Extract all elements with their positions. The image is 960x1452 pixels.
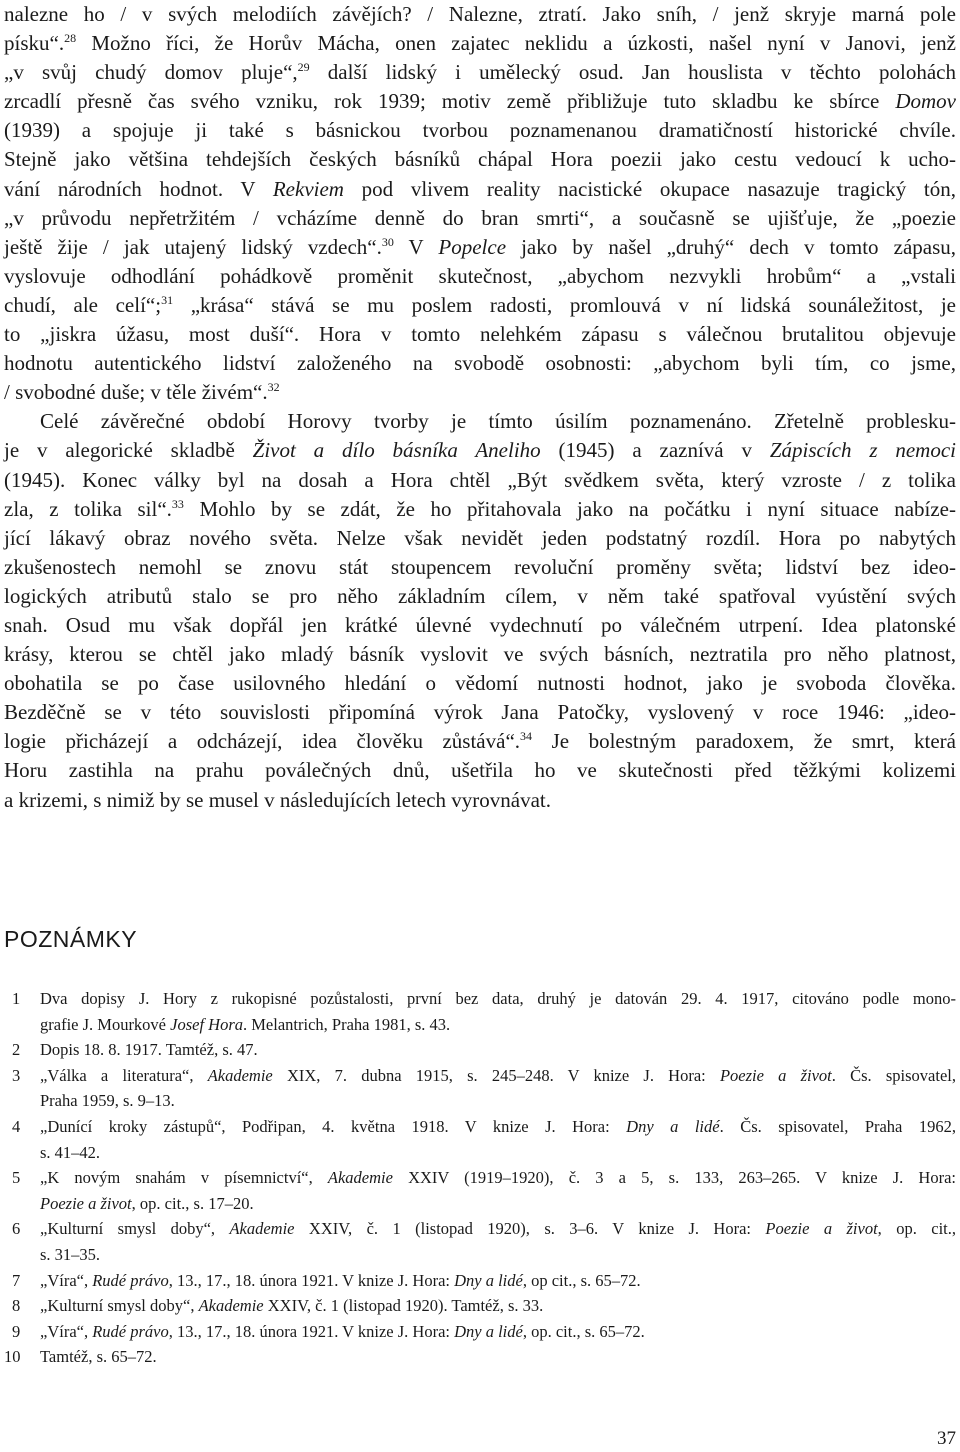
italic-title: Poezie a život bbox=[719, 1065, 832, 1085]
text-run: V bbox=[393, 234, 439, 259]
footnote bbox=[4, 986, 956, 1037]
text-run: ještě žije / jak utajený lidský vzdech“. bbox=[4, 234, 382, 259]
text-run: zrcadlí přesně čas svého vzniku, rok 1939; motiv země přibližuje tuto skladbu ke sbírce bbox=[4, 89, 896, 114]
text-line bbox=[4, 756, 956, 785]
text-line bbox=[4, 262, 956, 291]
footnote bbox=[4, 1114, 956, 1165]
footnote-line bbox=[40, 1268, 956, 1294]
text-run: XXIV, č. 1 (listopad 1920). Tamtéž, s. 33. bbox=[263, 1296, 544, 1316]
text-line bbox=[4, 727, 956, 756]
text-run: hodnotu autentického lidství založeného na svobodě osobnosti: „abychom byli tím, co jsme, bbox=[4, 351, 956, 376]
footnote-ref: 33 bbox=[171, 496, 184, 511]
text-run: Praha 1959, s. 9–13. bbox=[40, 1091, 175, 1111]
text-run: Dopis 18. 8. 1917. Tamtéž, s. 47. bbox=[40, 1040, 258, 1060]
italic-title: Rudé právo bbox=[92, 1321, 169, 1341]
text-run: je v alegorické skladbě bbox=[4, 438, 253, 463]
text-run: vyslovuje odhodlání pohádkově proměnit skutečnost, „abychom nezvykli hrobům“ a „vstali bbox=[4, 263, 956, 288]
footnote-line bbox=[40, 1242, 956, 1268]
text-run: „Kulturní smysl doby“, bbox=[40, 1219, 230, 1239]
footnote-number: 6 bbox=[12, 1219, 21, 1239]
text-run: „Víra“, bbox=[40, 1321, 93, 1341]
body-text bbox=[4, 0, 956, 815]
footnote-line bbox=[40, 1088, 956, 1114]
text-line bbox=[4, 786, 956, 815]
text-line bbox=[4, 320, 956, 349]
text-run: Mohlo by se zdát, že ho přitahovala jako na počátku i nyní situace nabíze- bbox=[183, 496, 956, 521]
footnote bbox=[4, 1165, 956, 1216]
text-run: další lidský i umělecký osud. Jan houslista v těchto polohách bbox=[309, 60, 957, 85]
text-run: , 13., 17., 18. února 1921. V knize J. Hora: bbox=[168, 1270, 455, 1290]
text-run: XIX, 7. dubna 1915, s. 245–248. V knize J. Hora: bbox=[272, 1065, 720, 1085]
page-number: 37 bbox=[937, 1428, 956, 1449]
text-run: nalezne ho / v svých melodiích závějích? / Nalezne, ztratí. Jako sníh, / jenž skryje marná pole bbox=[4, 2, 956, 26]
text-line bbox=[4, 436, 956, 465]
text-run: s. 31–35. bbox=[40, 1244, 101, 1264]
text-run: krásy, kterou se chtěl jako mladý básník vyslovit ve svých básních, neztratila pro něho platnost, bbox=[4, 642, 956, 667]
footnote-number: 1 bbox=[12, 989, 21, 1008]
footnote-line bbox=[40, 1165, 956, 1191]
text-line bbox=[4, 495, 956, 524]
footnote-number: 7 bbox=[12, 1270, 21, 1290]
text-run: XXIV, č. 1 (listopad 1920), s. 3–6. V knize J. Hora: bbox=[294, 1219, 766, 1239]
text-run: a krizemi, s nimiž by se musel v následujících letech vyrovnávat. bbox=[4, 787, 552, 812]
italic-title: Zápiscích z nemoci bbox=[769, 438, 957, 463]
text-run: Stejně jako většina tehdejších českých básníků chápal Hora poezii jako cestu vedoucí k ucho- bbox=[4, 147, 956, 172]
text-run: to „jiskra úžasu, most duší“. Hora v tomto nelehkém zápasu s válečnou brutalitou objevuje bbox=[4, 322, 956, 347]
text-run: Dva dopisy J. Hory z rukopisné pozůstalosti, první bez data, druhý je datován 29. 4. 1917, citováno podle mono- bbox=[40, 989, 956, 1008]
text-line bbox=[4, 611, 956, 640]
footnote-line bbox=[40, 986, 956, 1012]
text-run: Horu zastihla na prahu poválečných dnů, ušetřila ho ve skutečnosti před těžkými kolizemi bbox=[4, 758, 956, 783]
text-line bbox=[4, 466, 956, 495]
footnote-number: 5 bbox=[12, 1168, 21, 1188]
italic-title: Domov bbox=[895, 89, 956, 114]
text-run: logických atributů stalo se pro něho základním cílem, v něm také spatřoval vyústění svých bbox=[4, 583, 956, 608]
text-line bbox=[4, 640, 956, 669]
footnote bbox=[4, 1063, 956, 1114]
text-line bbox=[4, 145, 956, 174]
text-run: . Čs. spisovatel, Praha 1962, bbox=[719, 1116, 956, 1136]
text-run: „Kulturní smysl doby“, bbox=[40, 1296, 199, 1316]
text-run: zla, z tolika sil“. bbox=[4, 496, 172, 521]
italic-title: Poezie a život bbox=[40, 1193, 132, 1213]
text-run: . Čs. spisovatel, bbox=[831, 1065, 956, 1085]
footnote-number: 9 bbox=[12, 1321, 21, 1341]
text-run: chudí, ale celí“; bbox=[4, 292, 162, 317]
text-line bbox=[4, 698, 956, 727]
footnote-number: 2 bbox=[12, 1040, 21, 1060]
footnote-line bbox=[40, 1344, 956, 1370]
italic-title: Dny a lidé bbox=[626, 1116, 720, 1136]
footnote-ref: 32 bbox=[267, 380, 280, 395]
text-run: „K novým snahám v písemnictví“, bbox=[40, 1168, 328, 1188]
text-run: , op. cit., bbox=[877, 1219, 956, 1239]
footnote bbox=[4, 1344, 956, 1370]
footnote-line bbox=[40, 1114, 956, 1140]
text-run: obohatila se po čase usilovného hledání o vědomí nutnosti hodnot, jako je svoboda člověka. bbox=[4, 671, 956, 696]
text-run: , op. cit., s. 65–72. bbox=[522, 1321, 645, 1341]
text-run: snah. Osud mu však dopřál jen krátké úlevné vydechnutí po válečném utrpení. Idea platonské bbox=[4, 612, 956, 637]
text-run: jící lákavý obraz nového světa. Nelze však nevidět jeden podstatný rozdíl. Hora po nabytých bbox=[4, 525, 956, 550]
italic-title: Rudé právo bbox=[92, 1270, 169, 1290]
text-run: Tamtéž, s. 65–72. bbox=[40, 1347, 157, 1367]
text-line bbox=[4, 582, 956, 611]
text-run: s. 41–42. bbox=[40, 1142, 101, 1162]
text-line bbox=[4, 524, 956, 553]
footnote bbox=[4, 1216, 956, 1267]
text-line bbox=[4, 349, 956, 378]
footnote-line bbox=[40, 1191, 956, 1217]
text-run: „v průvodu nepřetržitém / vcházíme denně do bran smrti“, a současně se ujišťuje, že „poezie bbox=[4, 205, 956, 230]
footnote-line bbox=[40, 1319, 956, 1345]
text-run: Možno říci, že Horův Mácha, onen zajatec neklidu a úzkosti, našel nyní v Janovi, jenž bbox=[76, 31, 956, 56]
footnote-ref: 29 bbox=[297, 60, 310, 75]
notes-heading: POZNÁMKY bbox=[4, 926, 138, 952]
italic-title: Poezie a život bbox=[765, 1219, 878, 1239]
italic-title: Dny a lidé bbox=[454, 1270, 523, 1290]
italic-title: Dny a lidé bbox=[454, 1321, 523, 1341]
text-line bbox=[4, 204, 956, 233]
text-run: zkušenostech nemohl se znovu stát stoupencem revoluční proměny světa; lidství bez ideo- bbox=[4, 554, 956, 579]
text-run: (1945). Konec války byl na dosah a Hora chtěl „Být svědkem světa, který vzroste / z tolika bbox=[4, 467, 956, 492]
text-run: „krása“ stává se mu poslem radosti, promlouvá v ní lidská sounáležitost, je bbox=[173, 292, 956, 317]
italic-title: Život a dílo básníka Aneliho bbox=[252, 438, 541, 463]
text-run: pod vlivem reality nacistické okupace nasazuje tragický tón, bbox=[343, 176, 957, 201]
text-run: . Melantrich, Praha 1981, s. 43. bbox=[243, 1014, 451, 1034]
footnote-line bbox=[40, 1063, 956, 1089]
footnote-number: 3 bbox=[12, 1065, 21, 1085]
text-line bbox=[4, 175, 956, 204]
text-run: vání národních hodnot. V bbox=[4, 176, 273, 201]
footnote bbox=[4, 1293, 956, 1319]
footnote-ref: 34 bbox=[520, 729, 533, 744]
text-line bbox=[4, 291, 956, 320]
text-run: , op cit., s. 65–72. bbox=[522, 1270, 641, 1290]
text-run: , op. cit., s. 17–20. bbox=[131, 1193, 254, 1213]
footnote-number: 8 bbox=[12, 1296, 21, 1316]
footnote bbox=[4, 1268, 956, 1294]
footnote bbox=[4, 1319, 956, 1345]
text-line bbox=[4, 87, 956, 116]
text-run: Je bolestným paradoxem, že smrt, která bbox=[532, 729, 956, 754]
footnote-line bbox=[40, 1037, 956, 1063]
text-line bbox=[4, 553, 956, 582]
text-line bbox=[4, 407, 956, 436]
text-run: logie přicházejí a odcházejí, idea člověku zůstává“. bbox=[4, 729, 521, 754]
footnote bbox=[4, 1037, 956, 1063]
text-line bbox=[4, 378, 956, 407]
footnote-number: 10 bbox=[4, 1347, 21, 1367]
text-run: „v svůj chudý domov pluje“, bbox=[4, 60, 298, 85]
footnote-line bbox=[40, 1140, 956, 1166]
text-run: jako by našel „druhý“ dech v tomto zápasu, bbox=[506, 234, 957, 259]
text-line bbox=[4, 116, 956, 145]
text-line bbox=[4, 58, 956, 87]
text-run: , 13., 17., 18. února 1921. V knize J. Hora: bbox=[168, 1321, 455, 1341]
text-run: „Víra“, bbox=[40, 1270, 93, 1290]
notes-list bbox=[4, 986, 956, 1370]
footnote-line bbox=[40, 1216, 956, 1242]
text-run: Celé závěrečné období Horovy tvorby je tímto úsilím poznamenáno. Zřetelně problesku- bbox=[40, 409, 956, 434]
footnote-line bbox=[40, 1012, 956, 1038]
text-run: „Válka a literatura“, bbox=[40, 1065, 208, 1085]
text-line bbox=[4, 669, 956, 698]
text-run: / svobodné duše; v těle živém“. bbox=[4, 380, 268, 405]
footnote-number: 4 bbox=[12, 1116, 21, 1136]
italic-title: Akademie bbox=[327, 1168, 393, 1188]
italic-title: Rekviem bbox=[272, 176, 344, 201]
italic-title: Josef Hora bbox=[170, 1014, 244, 1034]
italic-title: Akademie bbox=[207, 1065, 273, 1085]
text-run: písku“. bbox=[4, 31, 65, 56]
footnote-ref: 30 bbox=[381, 234, 394, 249]
footnote-ref: 28 bbox=[64, 31, 77, 46]
italic-title: Popelce bbox=[438, 234, 507, 259]
italic-title: Akademie bbox=[198, 1296, 264, 1316]
text-line bbox=[4, 0, 956, 29]
text-line bbox=[4, 233, 956, 262]
footnote-line bbox=[40, 1293, 956, 1319]
text-line bbox=[4, 29, 956, 58]
text-run: (1939) a spojuje ji také s básnickou tvorbou poznamenanou dramatičností historické chvíle. bbox=[4, 118, 956, 143]
text-run: „Dunící kroky zástupů“, Podřipan, 4. května 1918. V knize J. Hora: bbox=[40, 1116, 627, 1136]
text-run: grafie J. Mourkové bbox=[40, 1014, 171, 1034]
italic-title: Akademie bbox=[229, 1219, 295, 1239]
text-run: XXIV (1919–1920), č. 3 a 5, s. 133, 263–265. V knize J. Hora: bbox=[392, 1168, 956, 1188]
footnote-ref: 31 bbox=[161, 292, 174, 307]
text-run: Bezděčně se v této souvislosti připomíná výrok Jana Patočky, vyslovený v roce 1946: „ideo- bbox=[4, 700, 956, 725]
text-run: (1945) a zaznívá v bbox=[540, 438, 770, 463]
